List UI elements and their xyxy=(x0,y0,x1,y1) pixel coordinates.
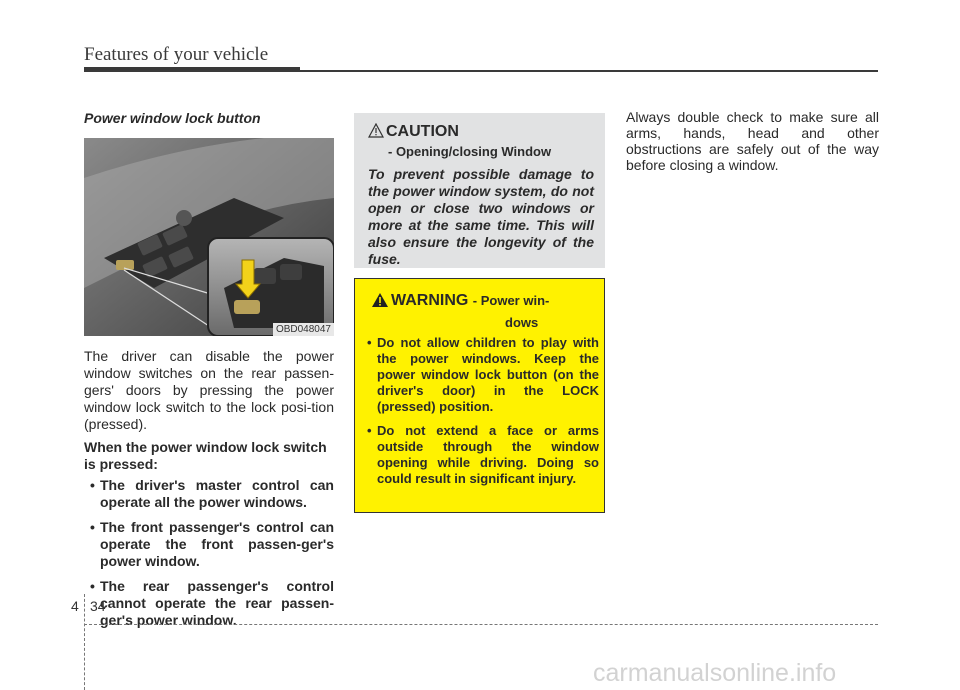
caution-triangle-icon xyxy=(368,123,386,143)
section-body-text: The driver can disable the power window switches on the rear passen-gers' doors by pressing the power window lock switch to the lock posi-tion (pressed). xyxy=(84,348,334,432)
page-number: 34 xyxy=(90,598,106,614)
pressed-bullet-list xyxy=(84,477,334,629)
list-item: • The driver's master control can operate all the power windows. xyxy=(84,477,334,511)
warning-subheading-cont: dows xyxy=(505,315,539,330)
left-column xyxy=(84,110,334,637)
warning-subheading: - Power win- xyxy=(472,293,550,308)
list-item: • Do not extend a face or arms outside through the window opening while driving. Doing so could result in significant injury. xyxy=(365,423,599,487)
caution-heading: CAUTION xyxy=(386,123,459,140)
right-column-text: Always double check to make sure all arms, hands, head and other obstructions are safely out of the way before closing a window. xyxy=(626,109,879,173)
footer-divider xyxy=(84,594,85,690)
warning-box xyxy=(354,278,605,513)
door-panel-illustration xyxy=(84,138,334,336)
footer-rule xyxy=(84,624,878,625)
chapter-number: 4 xyxy=(71,598,79,614)
warning-heading: WARNING xyxy=(391,292,469,309)
section-title: Power window lock button xyxy=(84,110,261,126)
header-rule xyxy=(84,70,878,72)
pressed-heading: When the power window lock switch is pressed: xyxy=(84,439,327,472)
power-window-lock-photo xyxy=(84,138,334,336)
list-item: • Do not allow children to play with the power windows. Keep the power window lock button (on the driver's door) in the LOCK (pressed) position. xyxy=(365,335,599,415)
warning-triangle-icon xyxy=(371,292,391,313)
figure-code-label: OBD048047 xyxy=(273,323,334,336)
list-item: • The rear passenger's control cannot operate the rear passen-ger's power window. xyxy=(84,578,334,629)
caution-body-text: To prevent possible damage to the power window system, do not open or close two windows or more at the same time. This will also ensure the longevity of the fuse. xyxy=(368,166,594,267)
warning-list xyxy=(365,335,599,495)
watermark-text: carmanualsonline.info xyxy=(593,659,837,687)
page-header-title: Features of your vehicle xyxy=(84,44,269,65)
caution-box xyxy=(354,113,605,268)
list-item: • The front passenger's control can operate the front passen-ger's power window. xyxy=(84,519,334,570)
caution-subheading: - Opening/closing Window xyxy=(388,144,552,159)
